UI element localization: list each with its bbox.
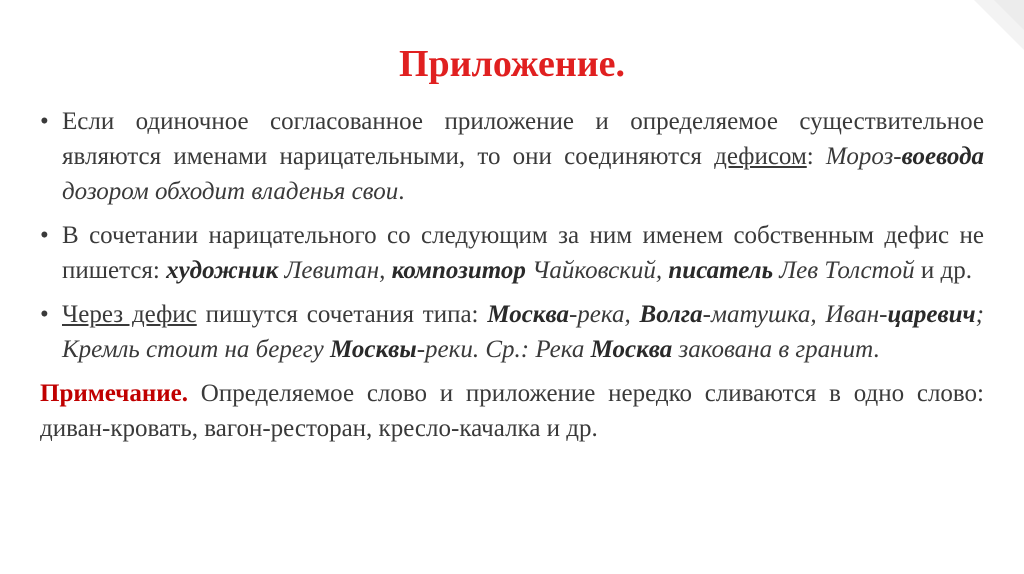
note-label: Примечание. <box>40 380 189 407</box>
slide-content <box>40 104 984 446</box>
hyphen-link[interactable]: дефисом <box>714 143 807 170</box>
list-item-2 <box>40 218 984 288</box>
bullet-icon: • <box>40 222 49 249</box>
page-title: Приложение. <box>398 43 626 85</box>
bullet-icon: • <box>40 108 49 135</box>
list-item-1 <box>40 104 984 209</box>
bullet-icon: • <box>40 301 49 328</box>
list-item-text: Через дефис пишутся сочетания типа: Москва-река, Волга-матушка, Иван-царевич; Кремль стоит на берегу Москвы-реки. Ср.: Река Москва закована в гранит. <box>62 301 984 363</box>
note-paragraph: Примечание. Определяемое слово и приложение нередко сливаются в одно слово: диван-кровать, вагон-ресторан, кресло-качалка и др. <box>40 380 984 442</box>
through-hyphen-link[interactable]: Через дефис <box>62 301 197 328</box>
list-item-text: Если одиночное согласованное приложение и определяемое существительное являются именами нарицательными, то они соединяются дефисом: Мороз-воевода дозором обходит владенья свои. <box>62 108 984 205</box>
list-item-text: В сочетании нарицательного со следующим за ним именем собственным дефис не пишется: художник Левитан, композитор Чайковский, писатель Лев Толстой и др. <box>62 222 984 284</box>
list-item-3 <box>40 297 984 367</box>
